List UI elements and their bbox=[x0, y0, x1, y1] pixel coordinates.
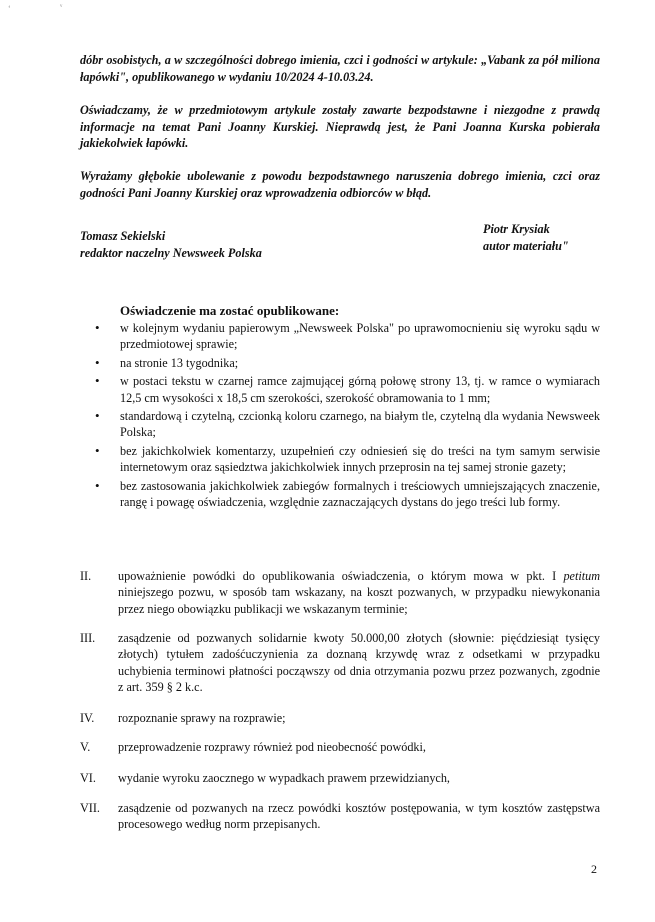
list-item: • bez jakichkolwiek komentarzy, uzupełnień czy odniesień się do treści na tym samym serwisie internetowym oraz sąsiedztwa jakichkolwiek innych przeprosin na tej samej stronie gazety; bbox=[95, 442, 600, 475]
signature-left-name: Tomasz Sekielski bbox=[80, 229, 166, 243]
signature-right-role: autor materiału" bbox=[483, 238, 569, 253]
claim-item-vi: VI. wydanie wyroku zaocznego w wypadkach prawem przewidzianych, bbox=[80, 771, 450, 785]
claim-number: VII. bbox=[80, 801, 100, 815]
claim-number: III. bbox=[80, 631, 96, 645]
scan-mark-right: ᵛ bbox=[60, 2, 63, 11]
paragraph-article-reference: dóbr osobistych, a w szczególności dobrego imienia, czci i godności w artykule: „Vabank za pół miliona łapówki", opublikowanego w wydaniu 10/2024 4-10.03.24. bbox=[80, 53, 600, 84]
bullet-icon: • bbox=[95, 354, 100, 370]
publication-conditions-list bbox=[95, 320, 600, 512]
list-item: • na stronie 13 tygodnika; bbox=[95, 354, 239, 370]
list-item: • w kolejnym wydaniu papierowym „Newsweek Polska" po uprawomocnieniu się wyroku sądu w przedmiotowej sprawie; bbox=[95, 320, 600, 352]
claim-number: V. bbox=[80, 740, 91, 754]
page-number: 2 bbox=[591, 862, 597, 876]
list-item: • standardową i czytelną, czcionką koloru czarnego, na białym tle, czytelną dla wydania Newsweek Polska; bbox=[95, 408, 600, 440]
claim-number: II. bbox=[80, 569, 92, 583]
list-item: • w postaci tekstu w czarnej ramce zajmującej górną połowę strony 13, tj. w ramce o wymiarach 12,5 cm wysokości x 18,5 cm szerokości, szerokość obramowania to 1 mm; bbox=[95, 373, 600, 405]
bullet-icon: • bbox=[95, 320, 100, 335]
signature-left-role: redaktor naczelny Newsweek Polska bbox=[80, 245, 262, 260]
claim-item-iii: III. zasądzenie od pozwanych solidarnie kwoty 50.000,00 złotych (słownie: pięćdziesiąt tysięcy złotych) tytułem zadośćuczynienia za doznaną krzywdę wraz z odsetkami w przypadku uchybienia terminowi płatności począwszy od dnia otrzymania pozwu przez pozwanych, zgodnie z art. 359 § 2 k.c. bbox=[80, 631, 600, 695]
paragraph-statement: Oświadczamy, że w przedmiotowym artykule zostały zawarte bezpodstawne i niezgodne z prawdą informacje na temat Pani Joanny Kurskiej. Nieprawdą jest, że Pani Joanna Kurska pobierała jakiekolwiek łapówki. bbox=[80, 103, 600, 150]
claim-item-v: V. przeprowadzenie rozprawy również pod nieobecność powódki, bbox=[80, 740, 426, 754]
claim-number: IV. bbox=[80, 711, 95, 725]
bullet-icon: • bbox=[95, 408, 100, 424]
bullet-icon: • bbox=[95, 477, 100, 493]
scan-mark-left: ʻ bbox=[8, 4, 11, 13]
claim-item-vii: VII. zasądzenie od pozwanych na rzecz powódki kosztów postępowania, w tym kosztów zastępstwa procesowego według norm przepisanych. bbox=[80, 801, 600, 832]
bullet-icon: • bbox=[95, 442, 100, 458]
claim-item-iv: IV. rozpoznanie sprawy na rozprawie; bbox=[80, 711, 286, 725]
bullet-icon: • bbox=[95, 373, 100, 389]
claim-item-ii: II. upoważnienie powódki do opublikowania oświadczenia, o którym mowa w pkt. I petitum niniejszego pozwu, w sposób tam wskazany, na koszt pozwanych, w przypadku niewykonania przez niego obowiązku publikacji we wskazanym terminie; bbox=[80, 569, 600, 616]
list-item: • bez zastosowania jakichkolwiek zabiegów formalnych i treściowych umniejszających znaczenie, rangę i powagę oświadczenia, względnie zaznaczających dystans do jego treści lub formy. bbox=[95, 477, 600, 510]
claim-emphasis: petitum bbox=[563, 569, 600, 583]
signature-left bbox=[80, 228, 262, 261]
signature-right bbox=[483, 221, 569, 254]
signature-right-name: Piotr Krysiak bbox=[483, 222, 550, 236]
publication-intro: Oświadczenie ma zostać opublikowane: bbox=[120, 303, 340, 318]
paragraph-apology: Wyrażamy głębokie ubolewanie z powodu bezpodstawnego naruszenia dobrego imienia, czci oraz godności Pani Joanny Kurskiej oraz wprowadzenia odbiorców w błąd. bbox=[80, 169, 600, 200]
claim-number: VI. bbox=[80, 771, 96, 785]
